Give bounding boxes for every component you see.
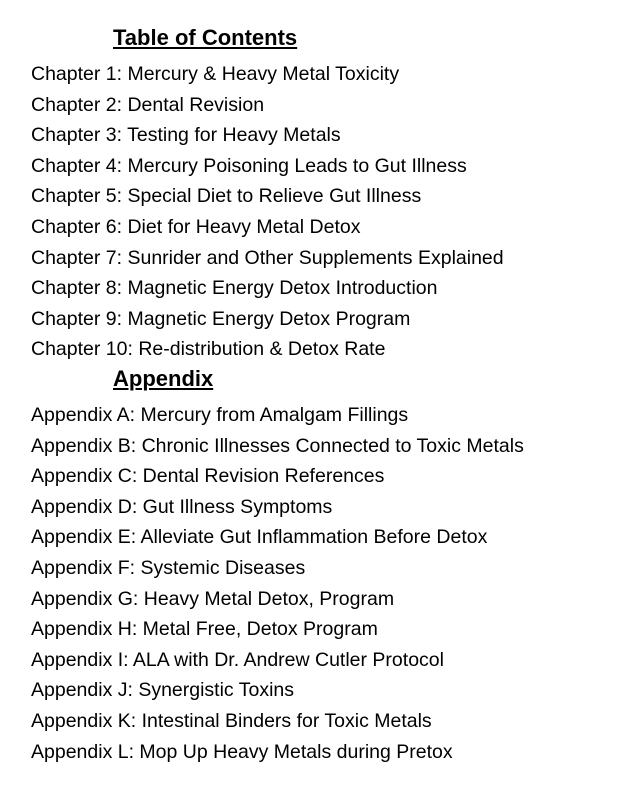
appendix-entry: Appendix K: Intestinal Binders for Toxic Metals <box>31 709 432 732</box>
chapter-entry: Chapter 7: Sunrider and Other Supplements Explained <box>31 246 504 269</box>
chapter-list <box>31 59 504 365</box>
appendix-entry: Appendix A: Mercury from Amalgam Fillings <box>31 404 409 426</box>
chapter-entry: Chapter 6: Diet for Heavy Metal Detox <box>31 215 361 238</box>
chapter-entry: Chapter 8: Magnetic Energy Detox Introduction <box>31 277 438 300</box>
chapter-entry: Chapter 3: Testing for Heavy Metals <box>31 124 341 147</box>
chapter-entry: Chapter 2: Dental Revision <box>31 93 265 116</box>
appendix-entry: Appendix B: Chronic Illnesses Connected to Toxic Metals <box>31 434 524 457</box>
appendix-entry: Appendix D: Gut Illness Symptoms <box>31 495 333 518</box>
appendix-entry: Appendix I: ALA with Dr. Andrew Cutler Protocol <box>31 648 444 671</box>
appendix-entry: Appendix H: Metal Free, Detox Program <box>31 618 378 641</box>
chapter-entry: Chapter 9: Magnetic Energy Detox Program <box>31 307 411 330</box>
chapter-entry: Chapter 10: Re-distribution & Detox Rate <box>31 338 386 361</box>
appendix-entry: Appendix E: Alleviate Gut Inflammation Before Detox <box>31 526 488 549</box>
appendix-title: Appendix <box>113 366 214 391</box>
appendix-entry: Appendix G: Heavy Metal Detox, Program <box>31 587 395 610</box>
appendix-list <box>31 400 524 767</box>
appendix-entry: Appendix J: Synergistic Toxins <box>31 679 295 702</box>
toc-title: Table of Contents <box>113 25 298 50</box>
chapter-entry: Chapter 1: Mercury & Heavy Metal Toxicity <box>31 63 400 85</box>
appendix-entry: Appendix F: Systemic Diseases <box>31 556 306 579</box>
chapter-entry: Chapter 5: Special Diet to Relieve Gut Illness <box>31 185 422 208</box>
appendix-entry: Appendix L: Mop Up Heavy Metals during Pretox <box>31 740 453 763</box>
appendix-entry: Appendix C: Dental Revision References <box>31 465 385 488</box>
chapter-entry: Chapter 4: Mercury Poisoning Leads to Gut Illness <box>31 154 467 177</box>
